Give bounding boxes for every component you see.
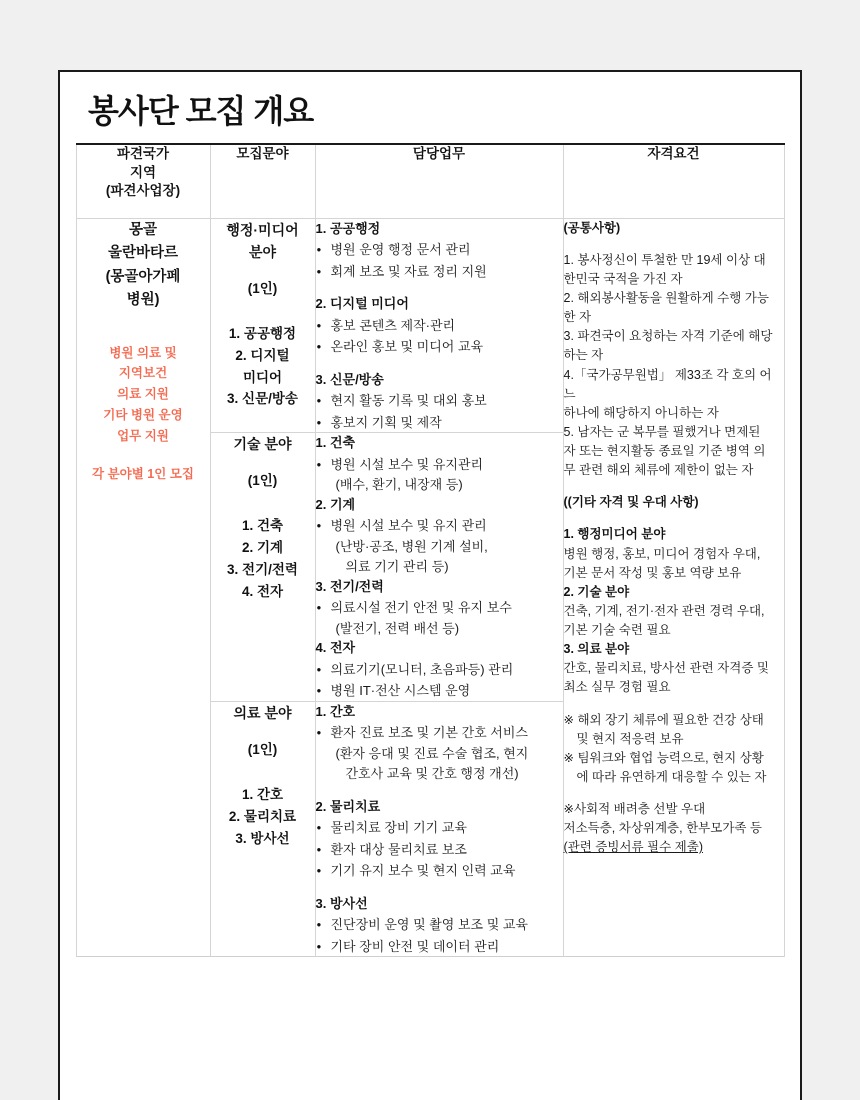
spacer [564, 787, 784, 800]
column-header-region-line2: 지역 [129, 164, 157, 180]
field-subitem: 2. 기계 [241, 540, 284, 556]
column-header-region-line3: (파견사업장) [105, 183, 181, 199]
duty-group-head: 3. 전기/전력 [315, 578, 384, 594]
spacer [564, 698, 784, 711]
qual-extra-line: 최소 실무 경험 필요 [563, 680, 671, 695]
duty-item: ● 기타 장비 안전 및 데이터 관리 [316, 937, 563, 957]
duty-item: ● 병원 시설 보수 및 유지관리 [316, 455, 563, 475]
field-title: 의료 분야 [233, 704, 292, 721]
spacer [316, 881, 563, 894]
column-header-duty: 담당업무 [315, 144, 563, 218]
table-row [76, 218, 784, 433]
field-count: (1인) [247, 280, 278, 296]
field-count: (1인) [247, 741, 278, 757]
field-subitem: 1. 공공행정 [228, 325, 297, 341]
qual-common-line: 한 자 [563, 310, 592, 325]
cell-region [76, 218, 210, 957]
qual-extra-line: 기본 기술 숙련 필요 [563, 623, 671, 638]
qual-note-line: 에 따라 유연하게 대응할 수 있는 자 [576, 769, 767, 784]
qual-common-line: 1. 봉사정신이 투철한 만 19세 이상 대 [563, 252, 766, 267]
field-subitem: 미디어 [242, 369, 283, 385]
qual-common-line: 무 관련 해외 체류에 제한이 없는 자 [563, 463, 754, 478]
duty-item: ● 물리치료 장비 기기 교육 [316, 818, 563, 838]
column-header-qualification: 자격요건 [563, 144, 784, 218]
qual-common-line: 4.「국가공무원법」 제33조 각 호의 어느 [563, 367, 772, 401]
qual-note-line: ※ 해외 장기 체류에 필요한 건강 상태 [563, 712, 764, 727]
field-subitems [211, 323, 315, 410]
region-note-line1: 병원 의료 및 [109, 345, 177, 360]
field-subitems [211, 784, 315, 850]
qual-common-line: 3. 파견국이 요청하는 자격 기준에 해당 [563, 329, 773, 344]
field-count: (1인) [247, 473, 278, 489]
region-note-recruit-count: 각 분야별 1인 모집 [92, 467, 194, 482]
duty-group-head: 1. 건축 [315, 435, 356, 451]
cell-qualification [563, 218, 784, 957]
column-header-field: 모집문야 [210, 144, 315, 218]
qual-common-line: 5. 남자는 군 복무를 필했거나 면제된 [563, 424, 761, 439]
spacer [316, 784, 563, 797]
duty-item: ● 환자 대상 물리치료 보조 [316, 840, 563, 860]
duty-subnote: (배수, 환기, 내장재 등) [335, 477, 463, 493]
table-header [76, 144, 784, 218]
qual-common-line: 하는 자 [563, 348, 604, 363]
qual-common-line: 자 또는 현지활동 종료일 기준 병역 의 [563, 444, 766, 459]
duty-group-head: 1. 공공행정 [315, 220, 381, 236]
duty-subnote: (환자 응대 및 진료 수술 협조, 현지 [335, 745, 529, 761]
region-name-line2: 울란바타르 [107, 245, 179, 262]
duty-item: ● 병원 IT·전산 시스템 운영 [316, 681, 563, 701]
duty-item: ● 회계 보조 및 자료 정리 지원 [316, 262, 563, 282]
region-note-line4: 기타 병원 운영 [103, 407, 183, 422]
recruitment-table [76, 143, 785, 957]
field-subitem: 2. 물리치료 [228, 808, 297, 824]
region-name-line1: 몽골 [128, 221, 157, 238]
region-name-line3: (몽골아가페 [105, 268, 181, 285]
table-header-row [76, 144, 784, 218]
region-name [77, 219, 210, 313]
spacer [564, 512, 784, 525]
duty-item: ● 홍보 콘텐츠 제작·관리 [316, 316, 563, 336]
qual-extra-title: ((기타 자격 및 우대 사항) [563, 495, 699, 510]
spacer [316, 357, 563, 370]
duty-group-head: 2. 기계 [315, 496, 356, 512]
region-name-line4: 병원) [126, 292, 160, 309]
document-page [58, 70, 802, 1100]
qual-extra-head: 3. 의료 분야 [563, 642, 630, 657]
duty-group-head: 1. 간호 [315, 703, 356, 719]
duty-group-head: 3. 방사선 [315, 895, 368, 911]
duty-subnote: 간호사 교육 및 간호 행정 개선) [345, 766, 519, 782]
duty-group-head: 2. 물리치료 [315, 798, 381, 814]
cell-duty-admin-media [315, 218, 563, 433]
cell-field-admin-media [210, 218, 315, 433]
field-subitem: 1. 건축 [241, 518, 284, 534]
duty-item: ● 홍보지 기획 및 제작 [316, 413, 563, 433]
qual-extra-head: 2. 기술 분야 [563, 584, 630, 599]
duty-group-head: 3. 신문/방송 [315, 371, 384, 387]
duty-subnote: (발전기, 전력 배선 등) [335, 620, 460, 636]
qual-common-line: 한민국 국적을 가진 자 [563, 271, 683, 286]
column-header-region-line1: 파견국가 [116, 146, 170, 162]
field-subitem: 3. 신문/방송 [227, 391, 298, 407]
region-note-line2: 지역보건 [118, 366, 168, 381]
cell-duty-medical [315, 701, 563, 957]
duty-item: ● 진단장비 운영 및 촬영 보조 및 교육 [316, 915, 563, 935]
duty-item: ● 온라인 홍보 및 미디어 교육 [316, 337, 563, 357]
qual-common-line: 2. 해외봉사활동을 원활하게 수행 가능 [563, 291, 769, 306]
duty-group-head: 2. 디지털 미디어 [315, 296, 409, 312]
qual-extra-line: 간호, 물리치료, 방사선 관련 자격증 및 [563, 661, 769, 676]
region-note-line3: 의료 지원 [117, 387, 169, 402]
field-title [211, 219, 315, 263]
qual-extra-line: 건축, 기계, 전기·전자 관련 경력 우대, [563, 603, 765, 618]
field-subitem: 3. 전기/전력 [227, 562, 298, 578]
qual-common-title: (공통사항) [563, 220, 621, 235]
page-title: 봉사단 모집 개요 [88, 93, 314, 129]
field-subitem: 1. 간호 [241, 786, 284, 802]
qual-welfare-line: 저소득층, 차상위계층, 한부모가족 등 [563, 821, 762, 836]
duty-item: ● 병원 운영 행정 문서 관리 [316, 240, 563, 260]
spacer [564, 238, 784, 251]
region-note [77, 343, 210, 447]
spacer [316, 281, 563, 294]
duty-item: ● 의료기기(모니터, 초음파등) 관리 [316, 660, 563, 680]
duty-subnote: 의료 기기 관리 등) [345, 559, 449, 575]
duty-item: ● 환자 진료 보조 및 기본 간호 서비스 [316, 723, 563, 743]
field-subitem: 2. 디지털 [235, 347, 290, 363]
qual-extra-line: 병원 행정, 홍보, 미디어 경험자 우대, [563, 546, 761, 561]
duty-item: ● 기기 유지 보수 및 현지 인력 교육 [316, 861, 563, 881]
qual-extra-line: 기본 문서 작성 및 홍보 역량 보유 [563, 565, 742, 580]
duty-group-head: 4. 전자 [315, 640, 356, 656]
table-body [76, 218, 784, 957]
qual-welfare-title: ※사회적 배려층 선발 우대 [563, 802, 706, 817]
spacer [564, 480, 784, 493]
field-subitems [211, 515, 315, 602]
qual-extra-head: 1. 행정미디어 분야 [563, 527, 666, 542]
qual-note-line: ※ 팀워크와 협업 능력으로, 현지 상황 [563, 750, 764, 765]
qual-welfare-underline: (관련 증빙서류 필수 제출) [563, 840, 703, 855]
field-subitem: 4. 전자 [241, 583, 284, 599]
column-header-region [76, 144, 210, 218]
field-title: 기술 분야 [233, 436, 292, 453]
cell-duty-technical [315, 433, 563, 702]
cell-field-technical [210, 433, 315, 702]
region-note-line5: 업무 지원 [117, 428, 169, 443]
qual-common-line: 하나에 해당하지 아니하는 자 [563, 405, 719, 420]
duty-item: ● 의료시설 전기 안전 및 유지 보수 [316, 598, 563, 618]
qual-note-line: 및 현지 적응력 보유 [576, 731, 684, 746]
field-title-line1: 행정·미디어 [226, 221, 299, 238]
cell-field-medical [210, 701, 315, 957]
duty-subnote: (난방·공조, 병원 기계 설비, [335, 538, 488, 554]
field-subitem: 3. 방사선 [235, 830, 290, 846]
field-title-line2: 분야 [248, 243, 277, 260]
duty-item: ● 병원 시설 보수 및 유지 관리 [316, 516, 563, 536]
duty-item: ● 현지 활동 기록 및 대외 홍보 [316, 391, 563, 411]
